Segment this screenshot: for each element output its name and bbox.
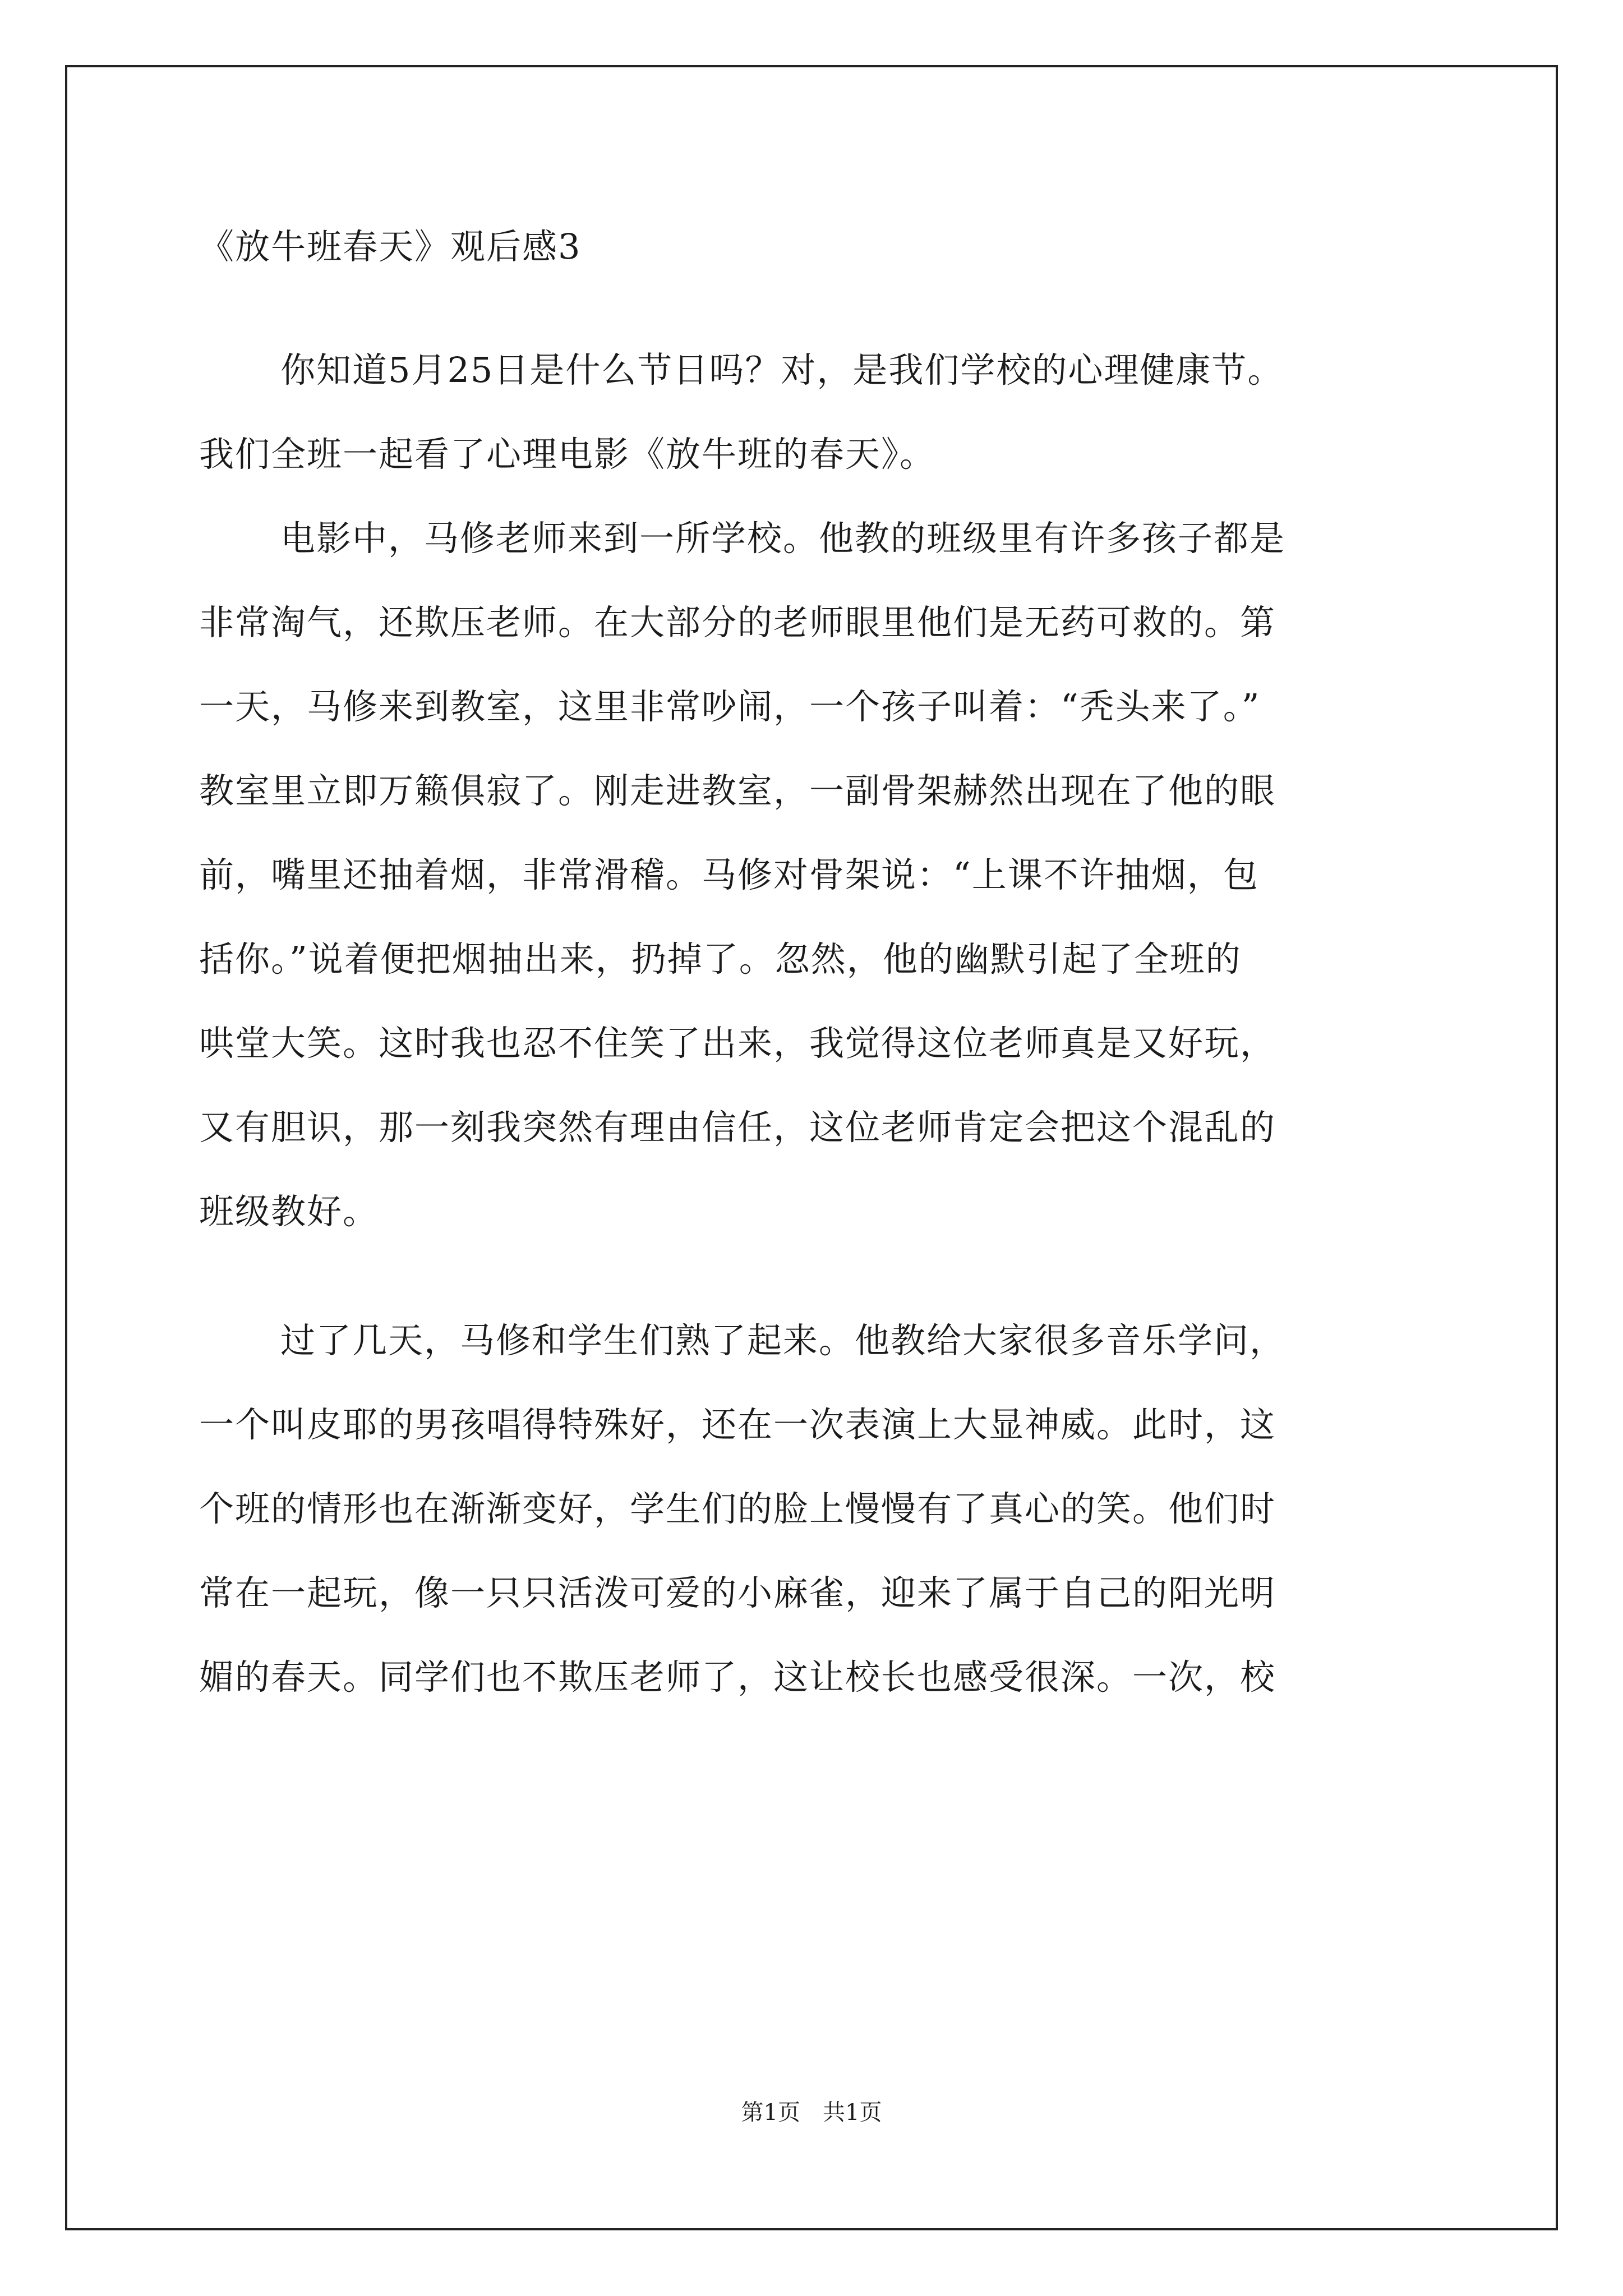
document-title: 《放牛班春天》观后感3 [199, 226, 582, 267]
paragraph-line: 过了几天，马修和学生们熟了起来。他教给大家很多音乐学问， [280, 1320, 1286, 1361]
paragraph-line: 常在一起玩，像一只只活泼可爱的小麻雀，迎来了属于自己的阳光明 [199, 1572, 1276, 1613]
paragraph-line: 前，嘴里还抽着烟，非常滑稽。马修对骨架说：“上课不许抽烟，包 [199, 854, 1259, 895]
paragraph-line: 一天，马修来到教室，这里非常吵闹，一个孩子叫着：“秃头来了。” [199, 686, 1261, 727]
paragraph-line: 媚的春天。同学们也不欺压老师了，这让校长也感受很深。一次，校 [199, 1657, 1276, 1697]
paragraph-line: 括你。”说着便把烟抽出来，扔掉了。忽然，他的幽默引起了全班的 [199, 938, 1242, 979]
paragraph-line: 非常淘气，还欺压老师。在大部分的老师眼里他们是无药可救的。第 [199, 602, 1276, 643]
paragraph-line: 个班的情形也在渐渐变好，学生们的脸上慢慢有了真心的笑。他们时 [199, 1488, 1276, 1529]
paragraph-line: 我们全班一起看了心理电影《放牛班的春天》。 [199, 434, 936, 475]
paragraph-line: 电影中，马修老师来到一所学校。他教的班级里有许多孩子都是 [280, 518, 1286, 559]
paragraph-line: 又有胆识，那一刻我突然有理由信任，这位老师肯定会把这个混乱的 [199, 1107, 1276, 1148]
paragraph-line: 一个叫皮耶的男孩唱得特殊好，还在一次表演上大显神威。此时，这 [199, 1404, 1276, 1445]
paragraph-line: 你知道5月25日是什么节日吗？对，是我们学校的心理健康节。 [280, 349, 1284, 390]
paragraph-line: 教室里立即万籁俱寂了。刚走进教室，一副骨架赫然出现在了他的眼 [199, 770, 1276, 811]
paragraph-line: 哄堂大笑。这时我也忍不住笑了出来，我觉得这位老师真是又好玩， [199, 1023, 1276, 1064]
paragraph-line: 班级教好。 [199, 1191, 379, 1232]
page-footer: 第1页 共1页 [741, 2100, 882, 2125]
